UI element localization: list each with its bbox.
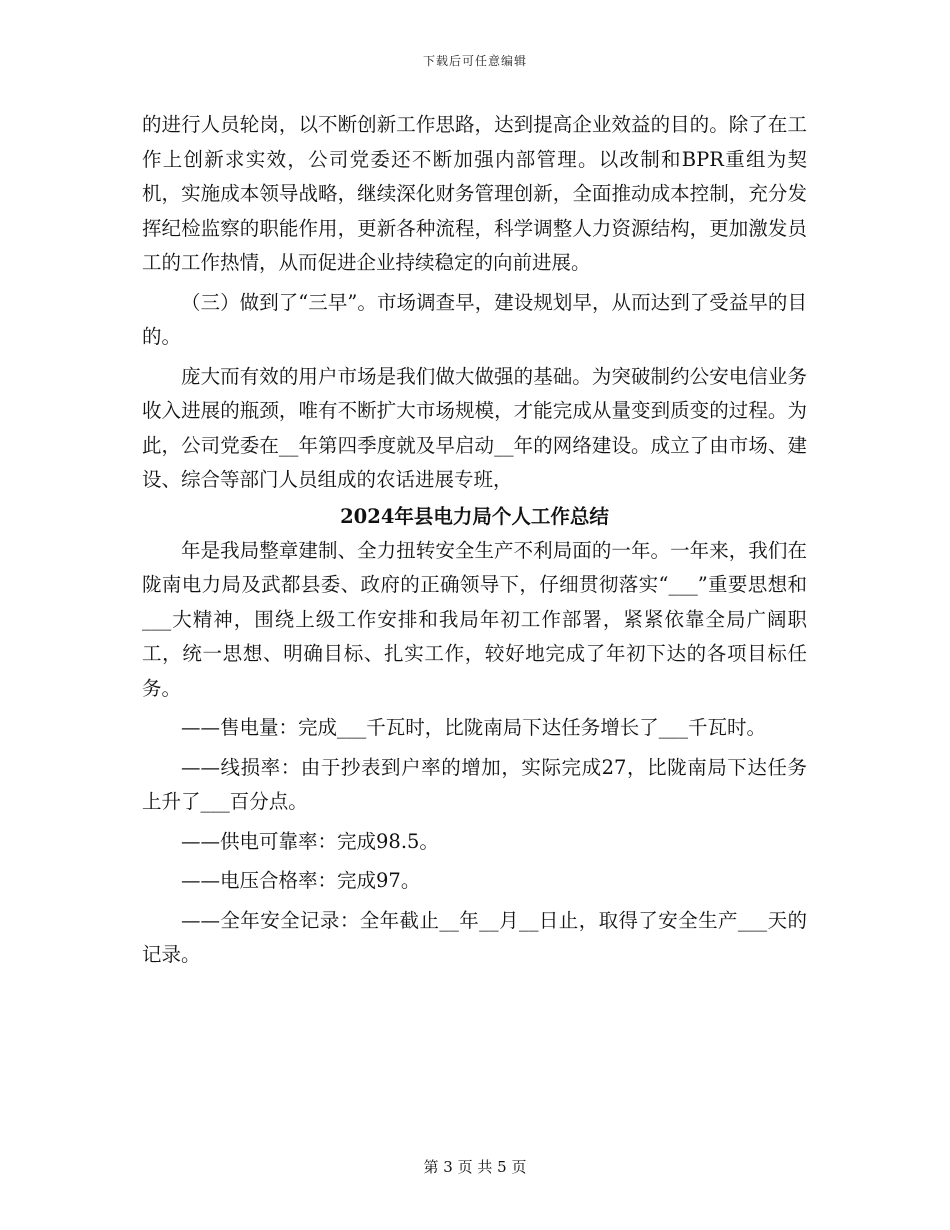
paragraph-safety-record: ——全年安全记录：全年截止__年__月__日止，取得了安全生产___天的记录。 [142, 908, 807, 966]
paragraph-continuation: 的进行人员轮岗，以不断创新工作思路，达到提高企业效益的目的。除了在工作上创新求实效，公司党委还不断加强内部管理。以改制和BPR重组为契机，实施成本领导战略，继续深化财务管理创新，全面推动成本控制，充分发挥纪检监察的职能作用，更新各种流程，科学调整人力资源结构，更加激发员工的工作热情，从而促进企业持续稳定的向前进展。 [142, 113, 807, 274]
section-title: 2024年县电力局个人工作总结 [340, 504, 609, 528]
paragraph-supply-reliability: ——供电可靠率：完成98.5。 [181, 829, 439, 853]
paragraph-voltage-qualification: ——电压合格率：完成97。 [181, 869, 421, 892]
paragraph-electricity-sales: ——售电量：完成___千瓦时，比陇南局下达任务增长了___千瓦时。 [181, 716, 767, 739]
page-header-note: 下载后可任意编辑 [422, 54, 527, 68]
document-body [142, 108, 807, 978]
paragraph-line-loss: ——线损率：由于抄表到户率的增加，实际完成27，比陇南局下达任务上升了___百分点。 [142, 755, 807, 813]
paragraph-summary-intro: 年是我局整章建制、全力扭转安全生产不利局面的一年。一年来，我们在陇南电力局及武都县委、政府的正确领导下，仔细贯彻落实“___”重要思想和___大精神，围绕上级工作安排和我局年初工作部署，紧紧依靠全局广阔职工，统一思想、明确目标、扎实工作，较好地完成了年初下达的各项目标任务。 [142, 538, 807, 700]
page-number-footer: 第 3 页 共 5 页 [423, 1158, 527, 1176]
paragraph-three-early: （三）做到了“三早”。市场调查早，建设规划早，从而达到了受益早的目的。 [142, 290, 807, 348]
paragraph-user-market: 庞大而有效的用户市场是我们做大做强的基础。为突破制约公安电信业务收入进展的瓶颈，唯有不断扩大市场规模，才能完成从量变到质变的过程。为此，公司党委在__年第四季度就及早启动__年的网络建设。成立了由市场、建设、综合等部门人员组成的农话进展专班， [142, 364, 807, 491]
